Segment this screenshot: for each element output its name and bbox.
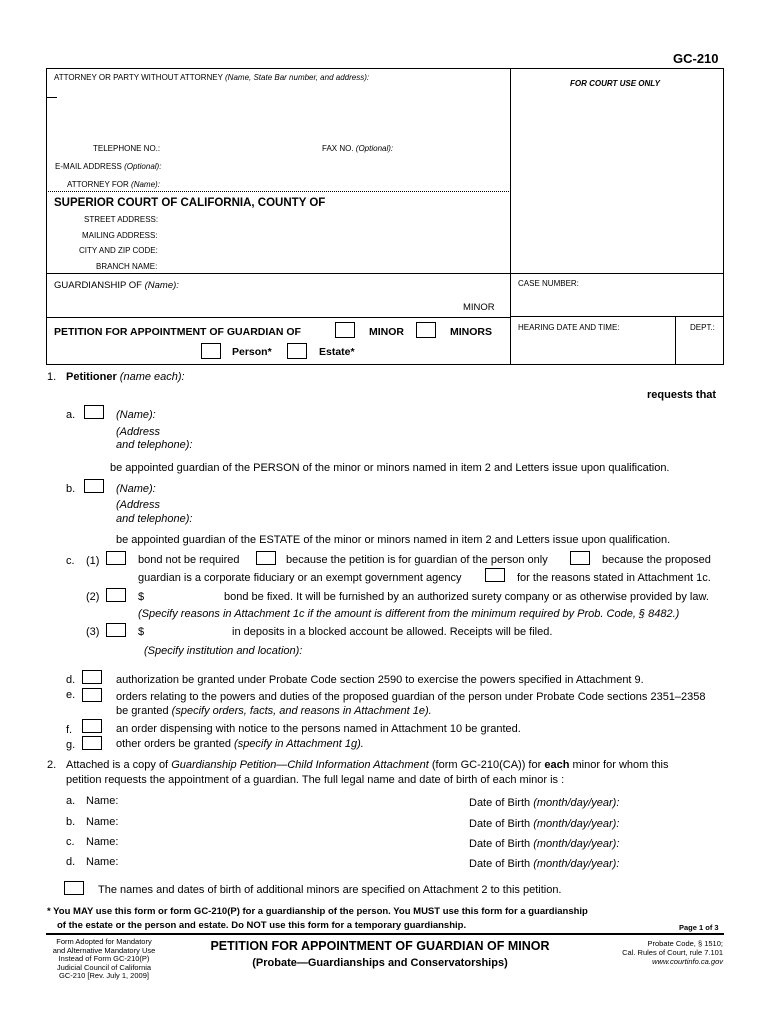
footer-right: [590, 939, 723, 966]
item1c1-checkbox[interactable]: [106, 551, 126, 565]
footer-subtitle: (Probate—Guardianships and Conservatorships): [252, 957, 508, 969]
minor-row-letter: b.: [66, 816, 76, 828]
requests-that: requests that: [647, 389, 717, 401]
footer-left-line: Form Adopted for Mandatory: [56, 937, 152, 946]
minor-dob-label: Date of Birth (month/day/year):: [469, 858, 620, 870]
footer-left-line: GC-210 [Rev. July 1, 2009]: [59, 971, 149, 980]
item1c3-note: (Specify institution and location):: [144, 645, 303, 657]
telephone-label: TELEPHONE NO.:: [93, 144, 161, 153]
minor-row-letter: c.: [66, 836, 75, 848]
estate-option-label: Estate*: [319, 346, 355, 358]
minors-checkbox[interactable]: [416, 322, 436, 338]
minor-name-label: Name:: [86, 836, 119, 848]
footnote-line1: * You MAY use this form or form GC-210(P) for a guardianship of the person. You MUST use this form for a guardianship: [47, 906, 588, 917]
item1c1-person-only-text: because the petition is for guardian of the person only: [286, 554, 548, 566]
attorney-label: ATTORNEY OR PARTY WITHOUT ATTORNEY (Name, State Bar number, and address):: [54, 73, 370, 82]
minors-option-label: MINORS: [450, 326, 492, 338]
item1-number: 1.: [47, 371, 57, 383]
footer-left: [48, 938, 160, 981]
person-checkbox[interactable]: [201, 343, 221, 359]
item1a-checkbox[interactable]: [84, 405, 104, 419]
item1a-text: be appointed guardian of the PERSON of the minor or minors named in item 2 and Letters issue upon qualification.: [110, 462, 670, 474]
item1f-letter: f.: [66, 724, 73, 736]
case-number-label: CASE NUMBER:: [518, 279, 579, 288]
guardianship-label: GUARDIANSHIP OF (Name):: [54, 280, 179, 291]
petition-title: PETITION FOR APPOINTMENT OF GUARDIAN OF: [54, 326, 301, 338]
item1d-text: authorization be granted under Probate Code section 2590 to exercise the powers specified in Attachment 9.: [116, 674, 644, 686]
item1b-telephone-label: and telephone):: [116, 513, 193, 525]
attorney-divider: [46, 191, 511, 192]
item1c1-attachment-text: for the reasons stated in Attachment 1c.: [517, 572, 711, 584]
footer-right-line: Probate Code, § 1510;: [647, 939, 723, 948]
item1c2-number: (2): [86, 591, 100, 603]
item1c1-number: (1): [86, 555, 100, 567]
item1c3-text: in deposits in a blocked account be allowed. Receipts will be filed.: [232, 626, 553, 638]
item1e-checkbox[interactable]: [82, 688, 102, 702]
item1b-text: be appointed guardian of the ESTATE of the minor or minors named in item 2 and Letters issue upon qualification.: [116, 534, 671, 546]
attorney-mark: [47, 97, 57, 98]
item1a-name-label: (Name):: [116, 409, 156, 421]
court-title: SUPERIOR COURT OF CALIFORNIA, COUNTY OF: [54, 197, 326, 209]
footer-title: PETITION FOR APPOINTMENT OF GUARDIAN OF MINOR: [210, 939, 550, 953]
item1c2-checkbox[interactable]: [106, 588, 126, 602]
item1c3-checkbox[interactable]: [106, 623, 126, 637]
email-label: E-MAIL ADDRESS (Optional):: [55, 162, 162, 171]
court-use-label: FOR COURT USE ONLY: [570, 79, 660, 88]
item1c1-corporate-text: because the proposed: [602, 554, 711, 566]
footer-rule: [46, 933, 724, 935]
item1g-checkbox[interactable]: [82, 736, 102, 750]
attorney-for-label: ATTORNEY FOR (Name):: [67, 180, 160, 189]
minor-label: MINOR: [463, 302, 495, 313]
minor-dob-label: Date of Birth (month/day/year):: [469, 797, 620, 809]
branch-label: BRANCH NAME:: [96, 262, 158, 271]
item1g-text: other orders be granted (specify in Attachment 1g).: [116, 738, 364, 750]
guardianship-divider: [46, 317, 511, 318]
fax-label: FAX NO. (Optional):: [322, 144, 394, 153]
item1c3-dollar: $: [138, 626, 145, 638]
item2-number: 2.: [47, 759, 57, 771]
item1c2-text: bond be fixed. It will be furnished by an authorized surety company or as otherwise provided by law.: [224, 591, 709, 603]
minor-dob-label: Date of Birth (month/day/year):: [469, 818, 620, 830]
minor-row-letter: d.: [66, 856, 76, 868]
form-id: GC-210: [673, 51, 719, 66]
courtinfo-link[interactable]: www.courtinfo.ca.gov: [652, 957, 723, 966]
person-option-label: Person*: [232, 346, 272, 358]
item1b-letter: b.: [66, 483, 76, 495]
page-number: Page 1 of 3: [679, 923, 719, 932]
mailing-label: MAILING ADDRESS:: [82, 231, 158, 240]
footnote-line2: of the estate or the person and estate. Do NOT use this form for a temporary guardianship.: [57, 920, 467, 931]
item1c1-line2: guardian is a corporate fiduciary or an exempt government agency: [138, 572, 462, 584]
minor-name-label: Name:: [86, 856, 119, 868]
footer-left-line: and Alternative Mandatory Use: [52, 945, 156, 955]
additional-minors-text: The names and dates of birth of additional minors are specified on Attachment 2 to this petition.: [98, 884, 562, 896]
item1c1-attachment-checkbox[interactable]: [485, 568, 505, 582]
item1b-address-label: (Address: [116, 499, 161, 511]
caption-divider: [510, 68, 511, 365]
item2-text-line2: petition requests the appointment of a guardian. The full legal name and date of birth of each minor is :: [66, 774, 565, 786]
item1f-checkbox[interactable]: [82, 719, 102, 733]
item1g-letter: g.: [66, 739, 76, 751]
item1a-address-label: (Address: [116, 426, 161, 438]
item1a-telephone-label: and telephone):: [116, 439, 193, 451]
item1e-letter: e.: [66, 689, 76, 701]
estate-checkbox[interactable]: [287, 343, 307, 359]
dept-label: DEPT.:: [690, 323, 715, 332]
item1e-text: orders relating to the powers and duties of the proposed guardian of the person under Probate Code sections 2351–2358: [116, 691, 706, 703]
footer-left-line: Judicial Council of California: [56, 962, 152, 972]
minor-checkbox[interactable]: [335, 322, 355, 338]
item1b-name-label: (Name):: [116, 483, 156, 495]
hearing-label: HEARING DATE AND TIME:: [518, 323, 620, 332]
item1c3-number: (3): [86, 626, 100, 638]
item1c2-dollar: $: [138, 591, 145, 603]
item1a-letter: a.: [66, 409, 76, 421]
footer-left-line: Instead of Form GC-210(P): [58, 954, 150, 963]
case-divider: [510, 316, 724, 317]
item1c1-text: bond not be required: [138, 554, 240, 566]
minor-name-label: Name:: [86, 795, 119, 807]
item1b-checkbox[interactable]: [84, 479, 104, 493]
item1d-letter: d.: [66, 674, 76, 686]
minor-name-label: Name:: [86, 816, 119, 828]
item1e-line2: be granted (specify orders, facts, and reasons in Attachment 1e).: [116, 705, 432, 717]
dept-divider: [675, 316, 676, 365]
street-label: STREET ADDRESS:: [84, 215, 159, 224]
minor-dob-label: Date of Birth (month/day/year):: [469, 838, 620, 850]
item1c1-corporate-checkbox[interactable]: [570, 551, 590, 565]
item1c2-note: (Specify reasons in Attachment 1c if the amount is different from the minimum required by Prob. Code, § 8482.): [138, 608, 680, 620]
item1d-checkbox[interactable]: [82, 670, 102, 684]
city-label: CITY AND ZIP CODE:: [79, 246, 158, 255]
minor-option-label: MINOR: [369, 326, 404, 338]
additional-minors-checkbox[interactable]: [64, 881, 84, 895]
court-divider: [46, 273, 724, 274]
item1c1-person-only-checkbox[interactable]: [256, 551, 276, 565]
item2-text: Attached is a copy of Guardianship Petition—Child Information Attachment (form GC-210(CA)) for each minor for whom this: [66, 759, 669, 771]
petitioner-label: Petitioner (name each):: [66, 371, 185, 383]
item1f-text: an order dispensing with notice to the persons named in Attachment 10 be granted.: [116, 723, 521, 735]
item1c-letter: c.: [66, 555, 75, 567]
minor-row-letter: a.: [66, 795, 76, 807]
footer-right-line: Cal. Rules of Court, rule 7.101: [622, 948, 723, 957]
